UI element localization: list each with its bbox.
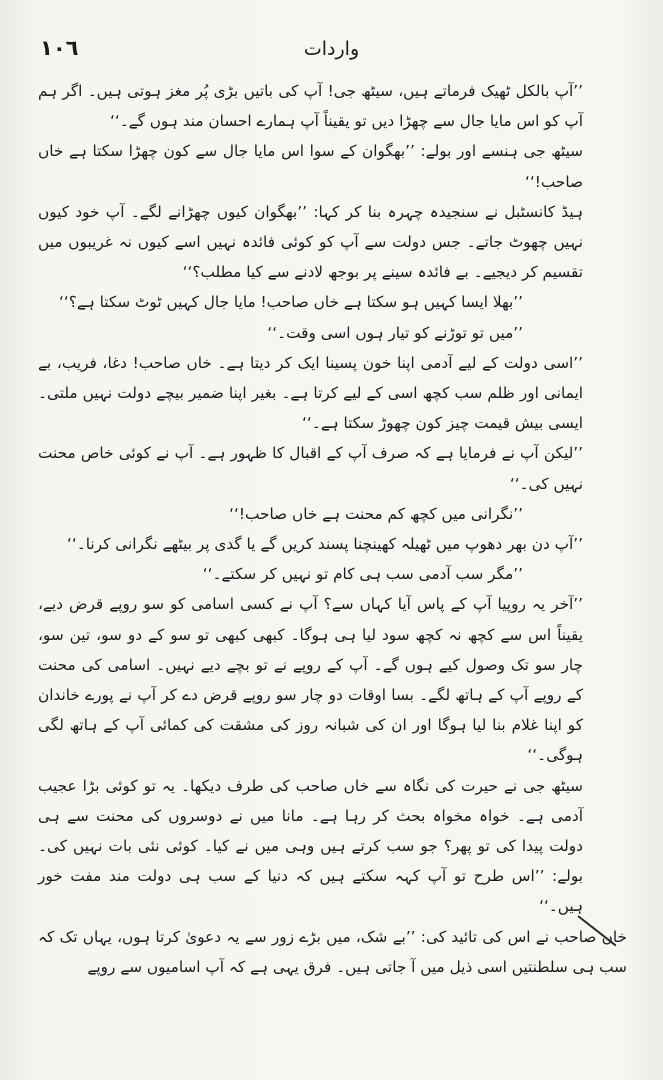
body-text xyxy=(38,76,627,982)
paragraph-4: ’’بھلا ایسا کہیں ہو سکتا ہے خاں صاحب! مایا جال کہیں ٹوٹ سکتا ہے؟‘‘ xyxy=(58,293,523,312)
paragraph-3: ہیڈ کانسٹبل نے سنجیدہ چہرہ بنا کر کہا: ’’بھگوان کیوں چھڑانے لگے۔ آپ خود کیوں نہیں چھوٹ جاتے۔ جس دولت سے آپ کو کوئی فائدہ نہیں اسے کیوں نہ غریبوں میں تقسیم کر دیجیے۔ بے فائدہ سینے پر بوجھ لادنے سے کیا مطلب؟‘‘ xyxy=(38,202,583,282)
paragraph-13: خاں صاحب نے اس کی تائید کی: ’’بے شک، میں بڑے زور سے یہ دعویٰ کرتا ہوں، یہاں تک کہ سب ہی سلطنتیں اسی ذیل میں آ جاتی ہیں۔ فرق یہی ہے کہ آپ اسامیوں سے روپے xyxy=(38,927,627,976)
page-header xyxy=(40,36,623,70)
page-number: ١٠٦ xyxy=(40,36,79,60)
paragraph-1: ’’آپ بالکل ٹھیک فرماتے ہیں، سیٹھ جی! آپ کی باتیں بڑی پُر مغز ہوتی ہیں۔ اگر ہم آپ کو اس مایا جال سے چھڑا دیں تو یقیناً آپ ہمارے احسان مند ہوں گے۔‘‘ xyxy=(38,82,583,131)
paragraph-8: ’’نگرانی میں کچھ کم محنت ہے خاں صاحب!‘‘ xyxy=(229,504,523,523)
paragraph-9: ’’آپ دن بھر دھوپ میں ٹھیلہ کھینچنا پسند کریں گے یا گدی پر بیٹھے نگرانی کرنا۔‘‘ xyxy=(67,535,583,554)
paragraph-2: سیٹھ جی ہنسے اور بولے: ’’بھگوان کے سوا اس مایا جال سے کون چھڑا سکتا ہے خاں صاحب!‘‘ xyxy=(38,142,583,191)
paragraph-5: ’’میں تو توڑنے کو تیار ہوں اسی وقت۔‘‘ xyxy=(267,323,523,342)
paragraph-12: سیٹھ جی نے حیرت کی نگاہ سے خاں صاحب کی طرف دیکھا۔ یہ تو کوئی بڑا عجیب آدمی ہے۔ خواہ مخواہ بحث کر رہا ہے۔ مانا میں نے دوسروں کی محنت سے ہی دولت پیدا کی تو پھر؟ جو سب کرتے ہیں وہی میں نے کیا۔ کوئی نئی بات نہیں کی۔ بولے: ’’اس طرح تو آپ کہہ سکتے ہیں کہ دنیا کے سب ہی دولت مند مفت خور ہیں۔‘‘ xyxy=(38,776,583,916)
running-title: واردات xyxy=(303,38,360,60)
paragraph-10: ’’مگر سب آدمی سب ہی کام تو نہیں کر سکتے۔‘‘ xyxy=(202,565,523,584)
paragraph-6: ’’اسی دولت کے لیے آدمی اپنا خون پسینا ایک کر دیتا ہے۔ خاں صاحب! دغا، فریب، بے ایمانی اور ظلم سب کچھ اسی کے لیے کرتا ہے۔ بغیر اپنا ضمیر بیچے دولت نہیں ملتی۔ ایسی بیش قیمت چیز کون چھوڑ سکتا ہے۔‘‘ xyxy=(38,353,583,433)
paragraph-11: ’’آخر یہ روپیا آپ کے پاس آیا کہاں سے؟ آپ نے کسی اسامی کو سو روپے قرض دیے، یقیناً اس سے کچھ نہ کچھ سود لیا ہی ہوگا۔ کبھی کبھی تو سو کے دو سو، تین سو، چار سو تک وصول کیے ہوں گے۔ آپ کے روپے نے تو بچے دیے نہیں۔ اسامی کی محنت کے روپے آپ کے ہاتھ لگے۔ بسا اوقات دو چار سو روپے قرض دے کر آپ نے پورے خاندان کو اپنا غلام بنا لیا ہوگا اور ان کی شبانہ روز کی مشقت کی کمائی آپ کے ہاتھ لگی ہوگی۔‘‘ xyxy=(38,595,583,765)
paragraph-7: ’’لیکن آپ نے فرمایا ہے کہ صرف آپ کے اقبال کا ظہور ہے۔ آپ نے کوئی خاص محنت نہیں کی۔‘‘ xyxy=(38,444,583,493)
